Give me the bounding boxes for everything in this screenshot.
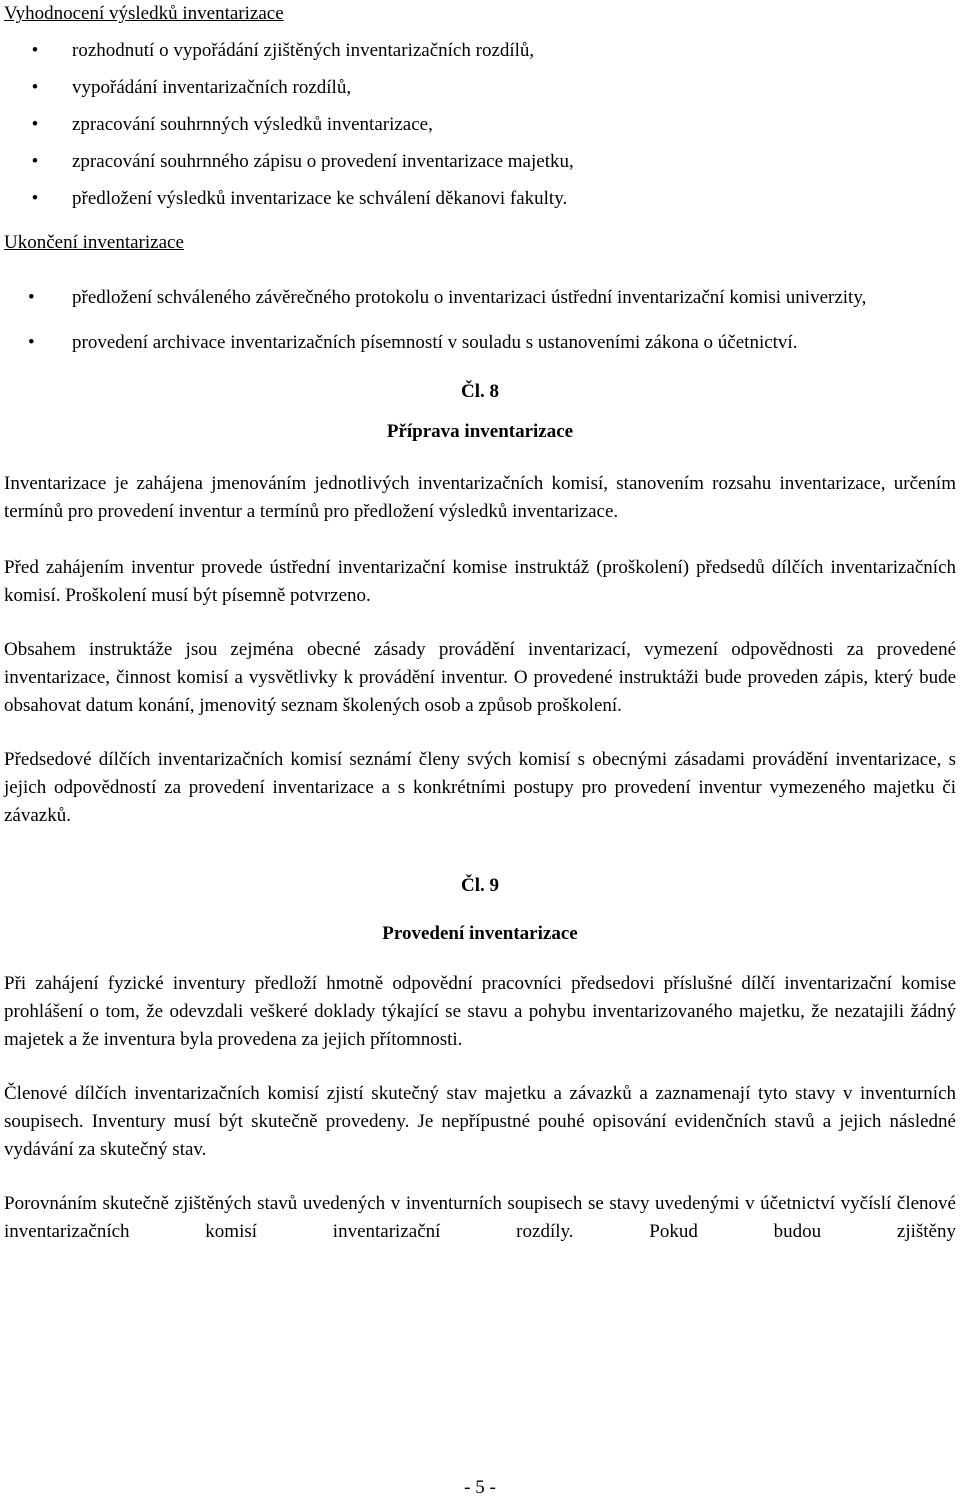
- article-title: Provedení inventarizace: [382, 923, 578, 944]
- bullet-icon: •: [31, 40, 39, 61]
- bullet-icon: •: [28, 332, 35, 353]
- list-item: • předložení výsledků inventarizace ke schválení děkanovi fakulty.: [4, 185, 956, 213]
- section-heading-results: Vyhodnocení výsledků inventarizace: [4, 3, 284, 24]
- paragraph: Předsedové dílčích inventarizačních komisí seznámí členy svých komisí s obecnými zásadami provádění inventarizace, s jejich odpovědností za provedení inventarizace a s konkrétními postupy pro provedení inventur vymezeného majetku či závazků.: [4, 749, 956, 826]
- list-item: • rozhodnutí o vypořádání zjištěných inventarizačních rozdílů,: [4, 37, 956, 65]
- bullet-icon: •: [31, 151, 39, 172]
- list-item: • předložení schváleného závěrečného protokolu o inventarizaci ústřední inventarizační komisi univerzity,: [4, 284, 956, 312]
- section-heading-completion: Ukončení inventarizace: [4, 232, 184, 253]
- list-item: • vypořádání inventarizačních rozdílů,: [4, 74, 956, 102]
- paragraph: Při zahájení fyzické inventury předloží hmotně odpovědní pracovníci předsedovi příslušné dílčí inventarizační komise prohlášení o tom, že odevzdali veškeré doklady týkající se stavu a pohybu inventarizovaného majetku, že nezatajili žádný majetek a že inventura byla provedena za jejich přítomnosti.: [4, 973, 956, 1050]
- list-item: • zpracování souhrnných výsledků inventarizace,: [4, 111, 956, 139]
- article-title: Příprava inventarizace: [386, 421, 574, 442]
- document-page: [4, 0, 956, 1246]
- bullet-icon: •: [28, 287, 35, 308]
- paragraph: Obsahem instruktáže jsou zejména obecné zásady provádění inventarizací, vymezení odpovědnosti za provedené inventarizace, činnost komisí a vysvětlivky k provádění inventur. O provedené instruktáži bude proveden zápis, který bude obsahovat datum konání, jmenovitý seznam školených osob a způsob proškolení.: [4, 639, 956, 716]
- article-number: Čl. 8: [461, 381, 499, 402]
- paragraph: Před zahájením inventur provede ústřední inventarizační komise instruktáž (proškolení) předsedů dílčích inventarizačních komisí. Proškolení musí být písemně potvrzeno.: [4, 557, 956, 606]
- list-item: • provedení archivace inventarizačních písemností v souladu s ustanoveními zákona o účetnictví.: [4, 329, 956, 357]
- paragraph: Porovnáním skutečně zjištěných stavů uvedených v inventurních soupisech se stavy uvedenými v účetnictví vyčíslí členové inventarizačních komisí inventarizační rozdíly. Pokud budou zjištěny: [4, 1193, 956, 1242]
- bullet-icon: •: [31, 114, 39, 135]
- results-list: [4, 37, 956, 213]
- completion-list: [4, 284, 956, 357]
- page-number: - 5 -: [464, 1477, 496, 1498]
- bullet-icon: •: [31, 77, 39, 98]
- list-item: • zpracování souhrnného zápisu o provedení inventarizace majetku,: [4, 148, 956, 176]
- paragraph: Členové dílčích inventarizačních komisí zjistí skutečný stav majetku a závazků a zaznamenají tyto stavy v inventurních soupisech. Inventury musí být skutečně provedeny. Je nepřípustné pouhé opisování evidenčních stavů a jejich následné vydávání za skutečný stav.: [4, 1083, 956, 1160]
- article-number: Čl. 9: [461, 875, 499, 896]
- paragraph: Inventarizace je zahájena jmenováním jednotlivých inventarizačních komisí, stanovením rozsahu inventarizace, určením termínů pro provedení inventur a termínů pro předložení výsledků inventarizace.: [4, 473, 956, 522]
- bullet-icon: •: [31, 188, 39, 209]
